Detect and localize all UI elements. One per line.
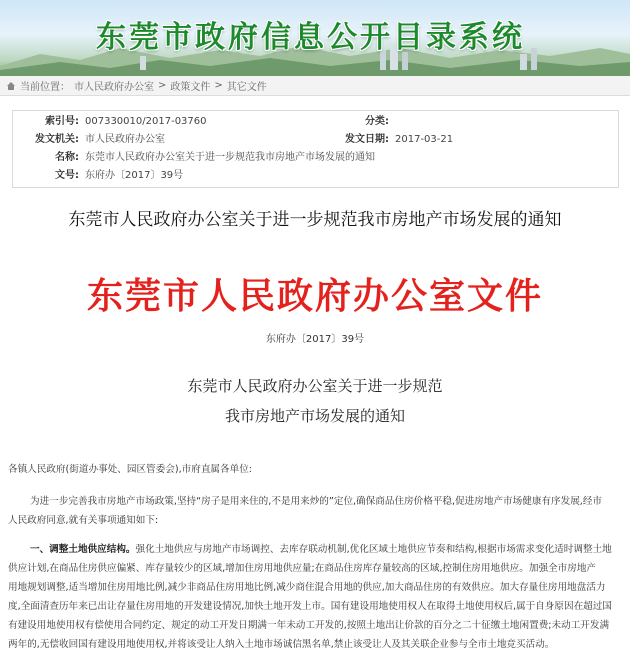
date-label: 发文日期: xyxy=(345,134,389,145)
breadcrumb-separator: > xyxy=(214,80,223,91)
name-label: 名称: xyxy=(55,152,79,163)
red-letterhead: 东莞市人民政府办公室文件 xyxy=(86,275,543,317)
name-value: 东莞市人民政府办公室关于进一步规范我市房地产市场发展的通知 xyxy=(85,152,375,163)
breadcrumb-link-office[interactable]: 市人民政府办公室 xyxy=(74,82,154,93)
site-title: 东莞市政府信息公开目录系统 xyxy=(96,20,525,55)
index-value: 007330010/2017-03760 xyxy=(85,116,207,127)
notice-subtitle-line2: 我市房地产市场发展的通知 xyxy=(224,407,405,425)
docno-value: 东府办〔2017〕39号 xyxy=(85,170,184,181)
salutation: 各镇人民政府(街道办事处、园区管委会),市府直属各单位: xyxy=(8,464,253,475)
site-banner xyxy=(0,0,630,76)
breadcrumb-prefix: 当前位置： xyxy=(20,82,70,93)
issuer-label: 发文机关: xyxy=(35,134,79,145)
intro-line1: 为进一步完善我市房地产市场政策,坚持“房子是用来住的,不是用来炒的”定位,确保商品住房价格平稳,促进房地产市场健康有序发展,经市 xyxy=(30,496,603,507)
section1-line6: 两年的,无偿收回国有建设用地使用权,并将该受让人纳入土地市场诚信黑名单,禁止该受让人及其关联企业参与全市土地竞买活动。 xyxy=(8,639,555,650)
intro-line2: 人民政府同意,就有关事项通知如下: xyxy=(8,515,159,526)
document-info-panel xyxy=(12,110,619,188)
page-title: 东莞市人民政府办公室关于进一步规范我市房地产市场发展的通知 xyxy=(68,210,562,230)
breadcrumb-link-policy[interactable]: 政策文件 xyxy=(170,82,211,93)
info-row-name xyxy=(13,151,613,165)
date-value: 2017-03-21 xyxy=(395,134,454,145)
section1-line4: 度,全面清查历年来已出让存量住房用地的开发建设情况,加快土地开发上市。国有建设用地使用权人在取得土地使用权后,属于自身原因在超过国 xyxy=(8,601,612,612)
section1-line3: 用地规划调整,适当增加住房用地比例,减少非商品住房用地比例,减少商住混合用地的供应,加大商品住房的有效供应。加大存量住房用地盘活力 xyxy=(8,582,606,593)
notice-subtitle-line1: 东莞市人民政府办公室关于进一步规范 xyxy=(187,377,443,395)
info-row-docno xyxy=(13,169,613,183)
breadcrumb-separator: > xyxy=(158,80,167,91)
document-number: 东府办〔2017〕39号 xyxy=(265,334,365,345)
section1-line5: 有建设用地使用权有偿使用合同约定、规定的动工开发日期满一年未动工开发的,按照土地出让价款的百分之二十征缴土地闲置费;未动工开发满 xyxy=(8,620,610,631)
section1-line1-text: 强化土地供应与房地产市场调控、去库存联动机制,优化区域土地供应节奏和结构,根据市场需求变化适时调整土地 xyxy=(135,544,612,555)
info-row-index xyxy=(13,115,613,129)
section1-heading: 一、调整土地供应结构。 xyxy=(30,544,136,555)
breadcrumb xyxy=(0,76,630,96)
section1-line1 xyxy=(30,540,625,560)
category-label: 分类: xyxy=(365,116,389,127)
home-icon xyxy=(6,81,16,91)
docno-label: 文号: xyxy=(55,170,79,181)
info-row-issuer xyxy=(13,133,613,147)
index-label: 索引号: xyxy=(45,116,79,127)
issuer-value: 市人民政府办公室 xyxy=(85,134,165,145)
breadcrumb-link-other[interactable]: 其它文件 xyxy=(226,82,267,93)
section1-line2: 供应计划,在商品住房供应偏紧、库存量较少的区域,增加住房用地供应量;在商品住房库存量较高的区域,控制住房用地供应。加强全市房地产 xyxy=(8,563,597,574)
